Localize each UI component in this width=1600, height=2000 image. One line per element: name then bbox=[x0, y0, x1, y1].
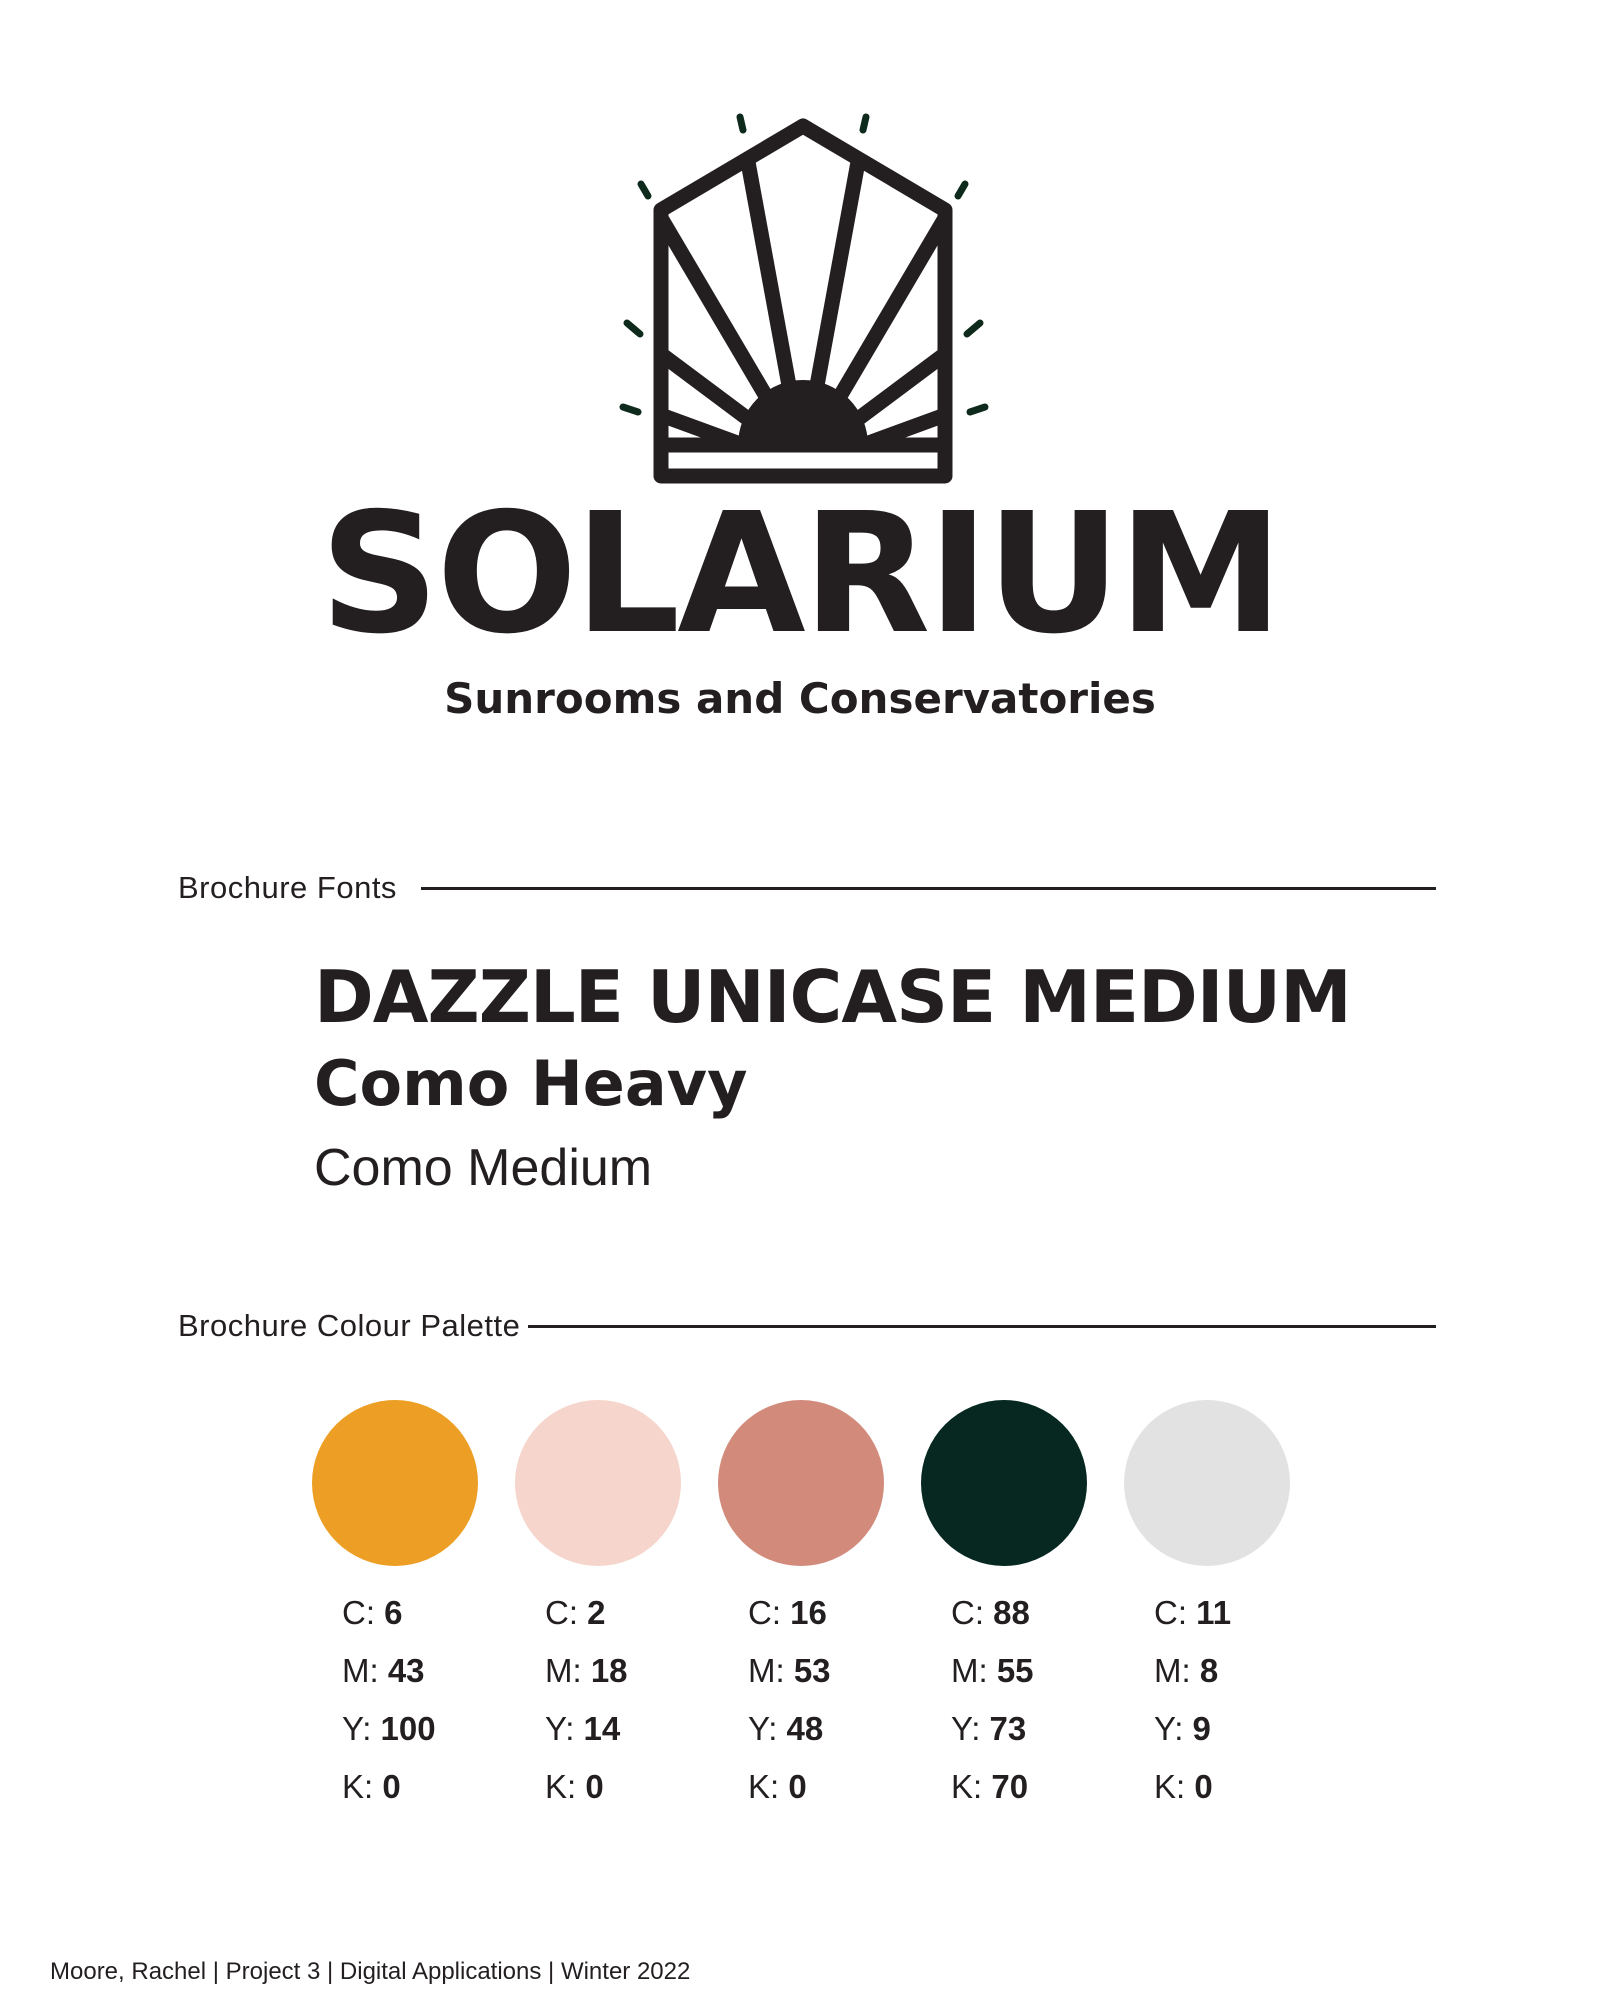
cmyk-values bbox=[718, 1584, 888, 1816]
cmyk-c: C: 2 bbox=[545, 1594, 606, 1631]
cmyk-c: C: 11 bbox=[1154, 1594, 1232, 1631]
cmyk-k: K: 0 bbox=[1154, 1768, 1213, 1805]
solarium-logo-icon bbox=[600, 110, 1000, 490]
cmyk-y: Y: 100 bbox=[342, 1710, 436, 1747]
footer-credit: Moore, Rachel | Project 3 | Digital Applications | Winter 2022 bbox=[50, 1958, 691, 1985]
colour-swatch bbox=[718, 1400, 884, 1566]
swatch-column bbox=[1124, 1400, 1294, 1816]
section-divider bbox=[421, 887, 1436, 890]
cmyk-c: C: 88 bbox=[951, 1594, 1030, 1631]
swatch-column bbox=[921, 1400, 1091, 1816]
cmyk-values bbox=[1124, 1584, 1294, 1816]
cmyk-values bbox=[312, 1584, 482, 1816]
swatch-column bbox=[718, 1400, 888, 1816]
font-sample-como-heavy: Como Heavy bbox=[314, 1047, 748, 1120]
cmyk-m: M: 55 bbox=[951, 1652, 1034, 1689]
colour-swatch bbox=[921, 1400, 1087, 1566]
cmyk-y: Y: 14 bbox=[545, 1710, 621, 1747]
cmyk-k: K: 0 bbox=[748, 1768, 807, 1805]
cmyk-c: C: 6 bbox=[342, 1594, 403, 1631]
section-divider bbox=[528, 1325, 1436, 1328]
brand-name: SOLARIUM bbox=[319, 478, 1281, 671]
cmyk-m: M: 8 bbox=[1154, 1652, 1219, 1689]
cmyk-k: K: 0 bbox=[342, 1768, 401, 1805]
cmyk-values bbox=[921, 1584, 1091, 1816]
cmyk-y: Y: 9 bbox=[1154, 1710, 1211, 1747]
fonts-section-header bbox=[178, 868, 1436, 908]
cmyk-m: M: 43 bbox=[342, 1652, 425, 1689]
cmyk-values bbox=[515, 1584, 685, 1816]
fonts-section-title: Brochure Fonts bbox=[178, 870, 397, 905]
brand-tagline: Sunrooms and Conservatories bbox=[444, 674, 1156, 723]
cmyk-m: M: 18 bbox=[545, 1652, 628, 1689]
cmyk-m: M: 53 bbox=[748, 1652, 831, 1689]
font-samples bbox=[314, 952, 1351, 1210]
palette-section-header bbox=[178, 1306, 1436, 1346]
cmyk-k: K: 0 bbox=[545, 1768, 604, 1805]
swatch-column bbox=[312, 1400, 482, 1816]
greenhouse-icon bbox=[661, 126, 945, 476]
cmyk-c: C: 16 bbox=[748, 1594, 827, 1631]
cmyk-k: K: 70 bbox=[951, 1768, 1029, 1805]
colour-swatch bbox=[1124, 1400, 1290, 1566]
colour-swatch bbox=[515, 1400, 681, 1566]
colour-swatch bbox=[312, 1400, 478, 1566]
cmyk-y: Y: 73 bbox=[951, 1710, 1027, 1747]
colour-palette bbox=[312, 1400, 1312, 1820]
font-sample-como-medium: Como Medium bbox=[314, 1139, 653, 1197]
palette-section-title: Brochure Colour Palette bbox=[178, 1308, 521, 1343]
font-sample-dazzle: DAZZLE UNICASE MEDIUM bbox=[314, 955, 1351, 1039]
cmyk-y: Y: 48 bbox=[748, 1710, 824, 1747]
swatch-column bbox=[515, 1400, 685, 1816]
